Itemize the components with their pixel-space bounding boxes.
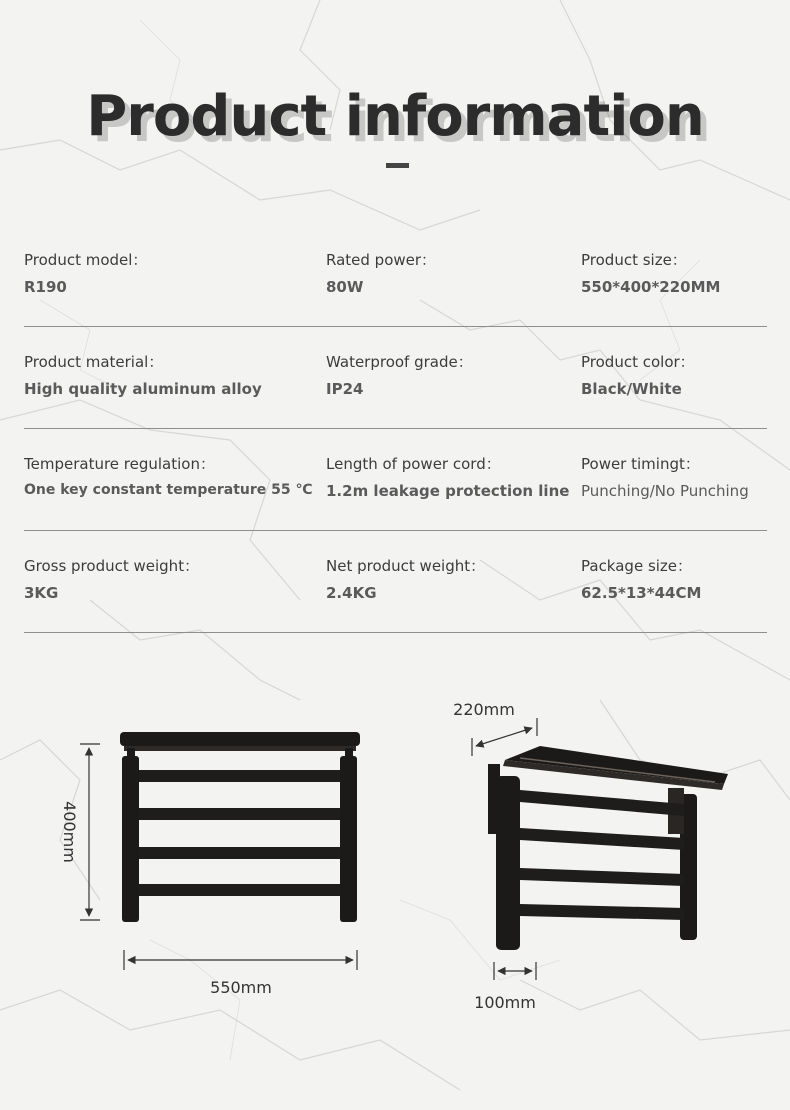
spec-label: Gross product weight： (24, 557, 200, 575)
spec-value: Black/White (581, 380, 682, 398)
front-view-rack-icon (120, 732, 360, 922)
spec-value: 550*400*220MM (581, 278, 721, 296)
title-underline (386, 163, 409, 168)
spec-value: R190 (24, 278, 67, 296)
spec-label: Rated power： (326, 251, 437, 269)
spec-power-timing (581, 453, 749, 500)
spec-gross-weight (24, 555, 199, 602)
spec-package-size (581, 555, 701, 602)
spec-value: IP24 (326, 380, 364, 398)
spec-label: Product material： (24, 353, 164, 371)
depth-label: 220mm (453, 700, 515, 719)
height-dimension (80, 744, 100, 920)
spec-value: 80W (326, 278, 364, 296)
spec-product-model (24, 249, 147, 296)
spec-label: Net product weight： (326, 557, 486, 575)
spec-value: One key constant temperature 55 ℃ (24, 482, 313, 498)
spec-label: Waterproof grade： (326, 353, 473, 371)
spec-row (0, 531, 790, 633)
gap-label: 100mm (474, 993, 536, 1012)
spec-value: High quality aluminum alloy (24, 380, 262, 398)
spec-label: Length of power cord： (326, 455, 501, 473)
spec-power-cord-length (326, 453, 569, 500)
spec-product-material (24, 351, 262, 398)
spec-row (0, 327, 790, 429)
spec-label: Temperature regulation： (24, 455, 215, 473)
spec-waterproof-grade (326, 351, 473, 398)
page-title: Product information (86, 84, 704, 149)
width-label: 550mm (210, 978, 272, 997)
dimension-diagrams (0, 690, 790, 1020)
spec-net-weight (326, 555, 485, 602)
row-divider (24, 632, 767, 633)
height-label: 400mm (60, 801, 79, 863)
depth-dimension (472, 718, 537, 756)
spec-value: 1.2m leakage protection line (326, 482, 570, 500)
spec-value: Punching/No Punching (581, 482, 749, 500)
spec-product-size (581, 249, 720, 296)
spec-label: Product color： (581, 353, 695, 371)
spec-table (0, 225, 790, 633)
spec-label: Product model： (24, 251, 148, 269)
spec-row (0, 429, 790, 531)
spec-value: 62.5*13*44CM (581, 584, 702, 602)
width-dimension (124, 950, 357, 970)
spec-value: 3KG (24, 584, 59, 602)
gap-dimension (494, 962, 536, 980)
spec-label: Package size： (581, 557, 693, 575)
spec-temperature-regulation (24, 453, 312, 498)
spec-label: Power timingt： (581, 455, 700, 473)
spec-rated-power (326, 249, 436, 296)
spec-product-color (581, 351, 695, 398)
spec-value: 2.4KG (326, 584, 377, 602)
spec-label: Product size： (581, 251, 687, 269)
spec-row (0, 225, 790, 327)
side-view-rack-icon (488, 746, 728, 950)
